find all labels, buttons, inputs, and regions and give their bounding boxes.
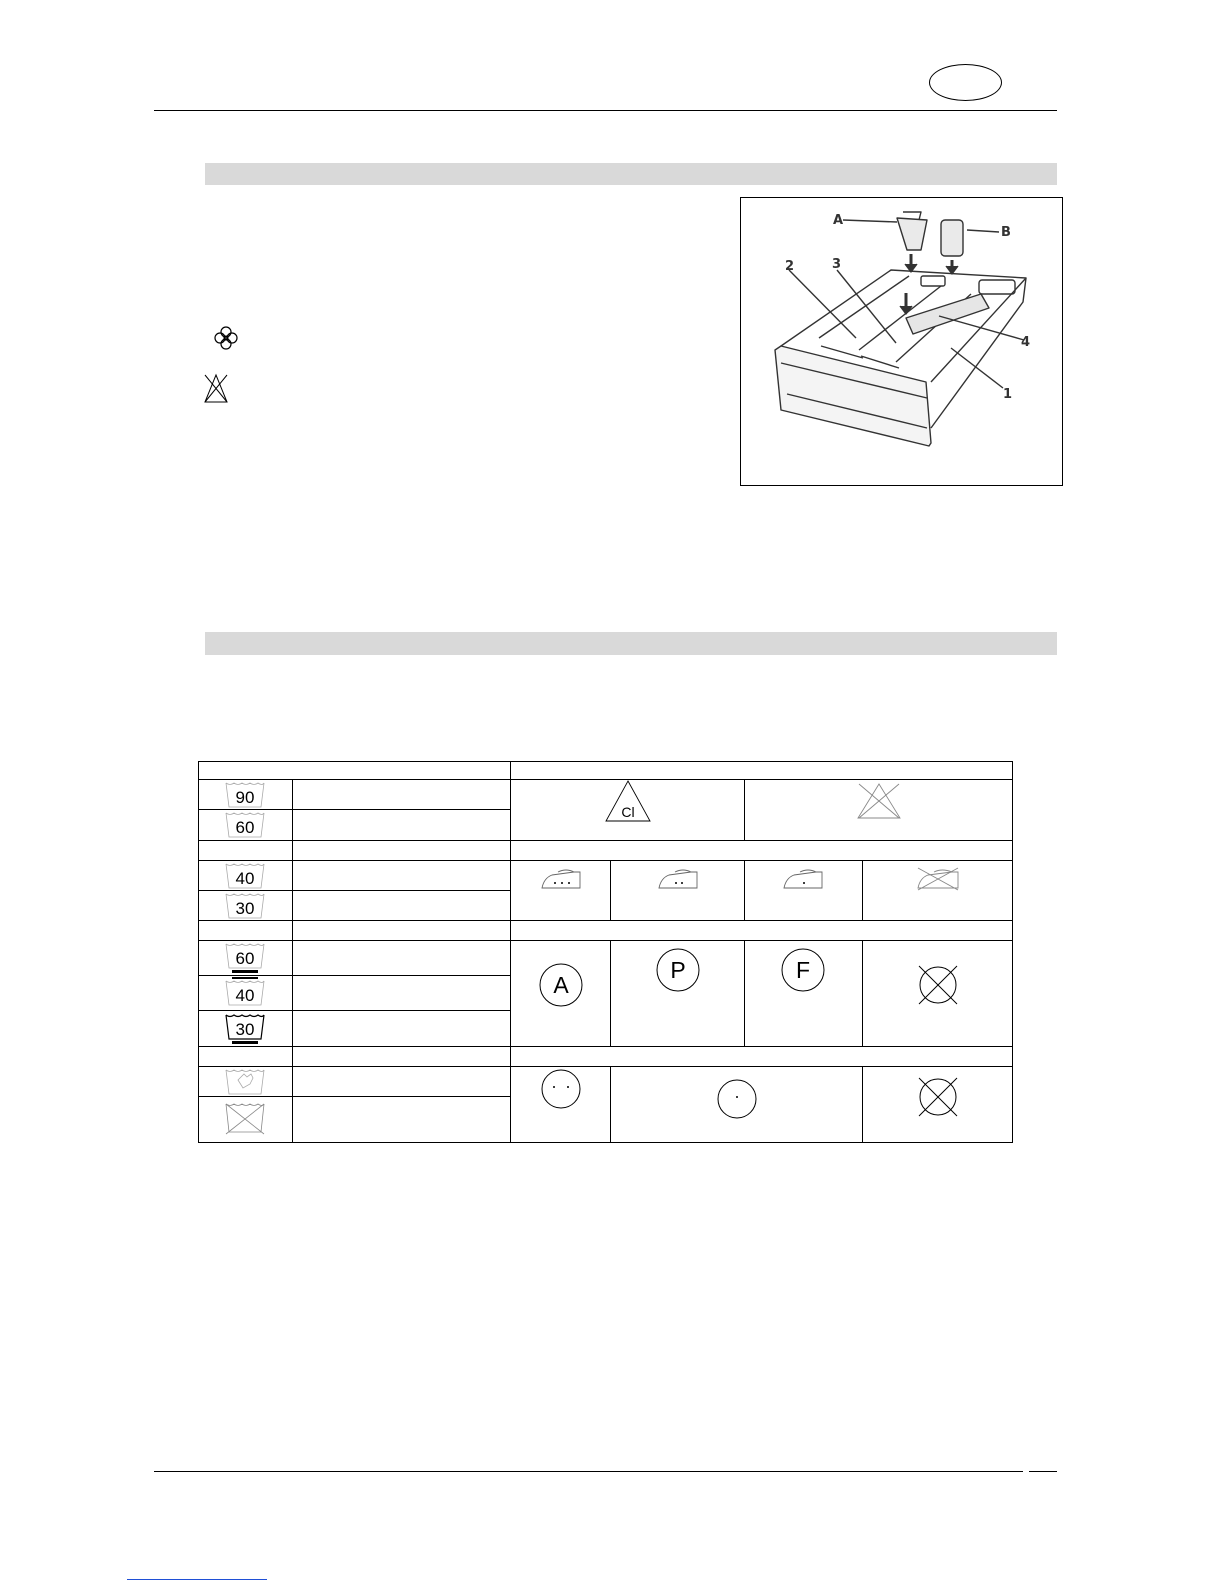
- iron-medium-icon: [655, 868, 701, 890]
- label-4: 4: [1021, 335, 1031, 350]
- label-1: 1: [1003, 387, 1013, 402]
- wash-temp-60-gentle: 60: [235, 949, 255, 968]
- fabric-softener-icon: [213, 325, 239, 351]
- no-bleach-icon: [203, 372, 229, 404]
- tumble-dry-high-icon: [538, 1068, 584, 1110]
- dryclean-letter-f: F: [795, 957, 811, 983]
- bleach-symbol-text: Cl: [621, 804, 635, 820]
- wash-60-gentle-icon: [224, 942, 266, 974]
- footer-rule-short: [1029, 1471, 1057, 1472]
- label-2: 2: [785, 259, 795, 274]
- no-tumble-dry-icon: [915, 1076, 961, 1118]
- language-oval: [929, 64, 1002, 101]
- dryclean-p-icon: [655, 947, 701, 993]
- footer-link-underline[interactable]: [127, 1579, 267, 1580]
- do-not-wash-icon: [224, 1100, 266, 1138]
- tumble-dry-low-icon: [714, 1078, 760, 1120]
- chlorine-bleach-icon: [604, 779, 652, 823]
- iron-low-icon: [780, 868, 826, 890]
- hand-wash-icon: [224, 1068, 266, 1096]
- wash-temp-30-gentle: 30: [235, 1020, 255, 1039]
- dryclean-a-icon: [538, 962, 584, 1008]
- label-A: A: [833, 213, 844, 228]
- wash-temp-30: 30: [235, 899, 255, 918]
- no-iron-icon: [914, 866, 962, 892]
- wash-temp-40: 40: [235, 869, 255, 888]
- no-bleach-table-icon: [856, 782, 902, 820]
- dryclean-letter-a: A: [553, 972, 569, 998]
- header-rule: [154, 110, 1057, 111]
- section-band-1: [205, 163, 1057, 185]
- wash-temp-90: 90: [235, 788, 255, 807]
- dryclean-letter-p: P: [670, 957, 686, 983]
- label-3: 3: [832, 257, 842, 272]
- section-band-2: [205, 632, 1057, 655]
- label-B: B: [1001, 225, 1011, 240]
- dispenser-figure: [740, 197, 1063, 486]
- wash-30-icon: [224, 892, 266, 920]
- wash-40-icon: [224, 862, 266, 890]
- dryclean-f-icon: [780, 947, 826, 993]
- wash-60-icon: [224, 811, 266, 839]
- wash-temp-40-gentle: 40: [235, 986, 255, 1005]
- wash-30-gentle-icon: [224, 1012, 266, 1045]
- wash-90-icon: [224, 781, 266, 809]
- wash-temp-60: 60: [235, 818, 255, 837]
- wash-40-gentle-icon: [224, 977, 266, 1009]
- footer-rule: [154, 1471, 1023, 1472]
- iron-hot-icon: [538, 868, 584, 890]
- no-dryclean-icon: [915, 964, 961, 1006]
- dispenser-drawer-illustration: [741, 198, 1062, 485]
